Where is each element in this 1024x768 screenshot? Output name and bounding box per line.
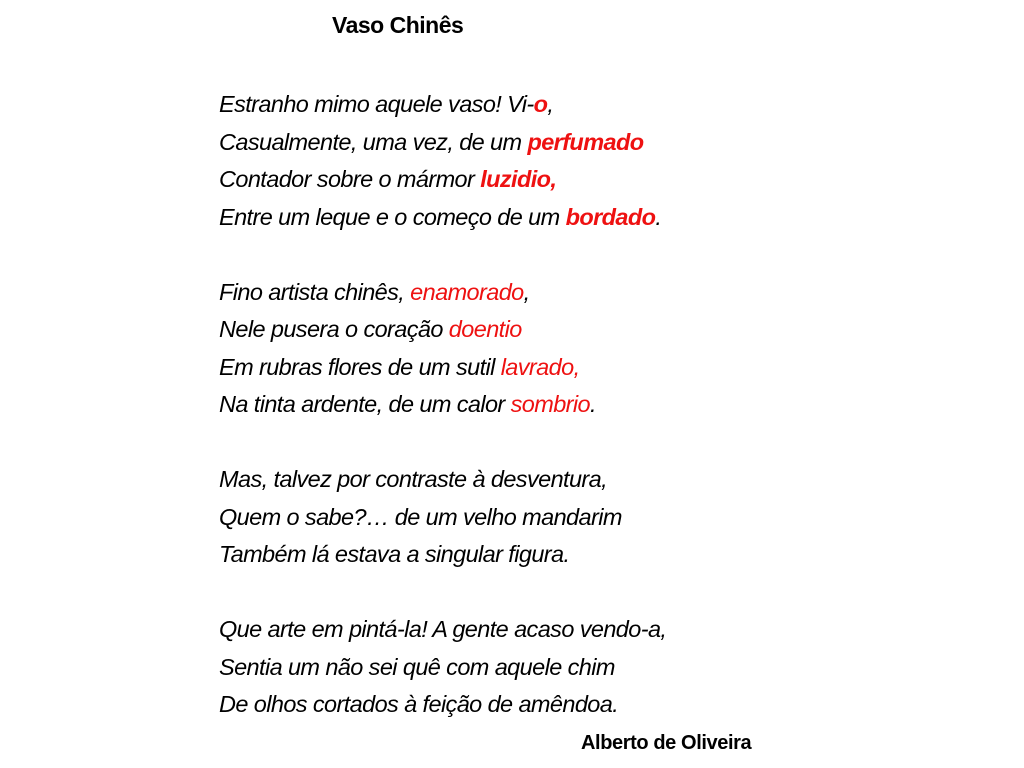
poem-body bbox=[219, 86, 666, 724]
line-text: Em rubras flores de um sutil bbox=[219, 353, 501, 380]
line-text: Estranho mimo aquele vaso! Vi- bbox=[219, 91, 534, 117]
poem-line: Mas, talvez por contraste à desventura, bbox=[219, 466, 608, 492]
line-text: . bbox=[655, 203, 662, 230]
highlighted-word: bordado bbox=[565, 203, 656, 230]
line-text: Entre um leque e o começo de um bbox=[219, 203, 566, 230]
line-text: , bbox=[523, 278, 530, 305]
poem-author: Alberto de Oliveira bbox=[581, 732, 752, 754]
stanza-break bbox=[219, 574, 666, 612]
poem-line bbox=[219, 124, 666, 162]
line-text: Fino artista chinês, bbox=[219, 278, 411, 305]
highlighted-word: o bbox=[533, 91, 548, 117]
highlighted-word: doentio bbox=[448, 316, 522, 342]
poem-line: De olhos cortados à feição de amêndoa. bbox=[219, 691, 619, 717]
line-text: Nele pusera o coração bbox=[219, 316, 449, 342]
line-text: Contador sobre o mármor bbox=[219, 166, 481, 192]
highlighted-word: enamorado bbox=[410, 278, 524, 305]
poem-line: Quem o sabe?… de um velho mandarim bbox=[219, 503, 622, 530]
poem-line: Que arte em pintá-la! A gente acaso vendo-a, bbox=[219, 616, 667, 642]
poem-line: Sentia um não sei quê com aquele chim bbox=[219, 653, 615, 680]
stanza-break bbox=[219, 424, 666, 462]
stanza-break bbox=[219, 236, 666, 274]
poem-line bbox=[219, 386, 666, 424]
poem-line bbox=[219, 86, 666, 124]
poem-line bbox=[219, 311, 666, 349]
poem-line bbox=[219, 199, 666, 237]
line-text: Na tinta ardente, de um calor bbox=[219, 391, 511, 417]
highlighted-word: luzidio, bbox=[480, 166, 557, 192]
line-text: Casualmente, uma vez, de um bbox=[219, 128, 528, 155]
poem-title: Vaso Chinês bbox=[332, 12, 464, 38]
line-text: , bbox=[547, 91, 554, 117]
poem-line bbox=[219, 274, 666, 312]
line-text: . bbox=[589, 391, 596, 417]
poem-line bbox=[219, 349, 666, 387]
highlighted-word: perfumado bbox=[527, 128, 644, 155]
highlighted-word: lavrado, bbox=[500, 353, 580, 380]
poem-line bbox=[219, 161, 666, 199]
highlighted-word: sombrio bbox=[510, 391, 590, 417]
poem-line: Também lá estava a singular figura. bbox=[219, 541, 570, 567]
